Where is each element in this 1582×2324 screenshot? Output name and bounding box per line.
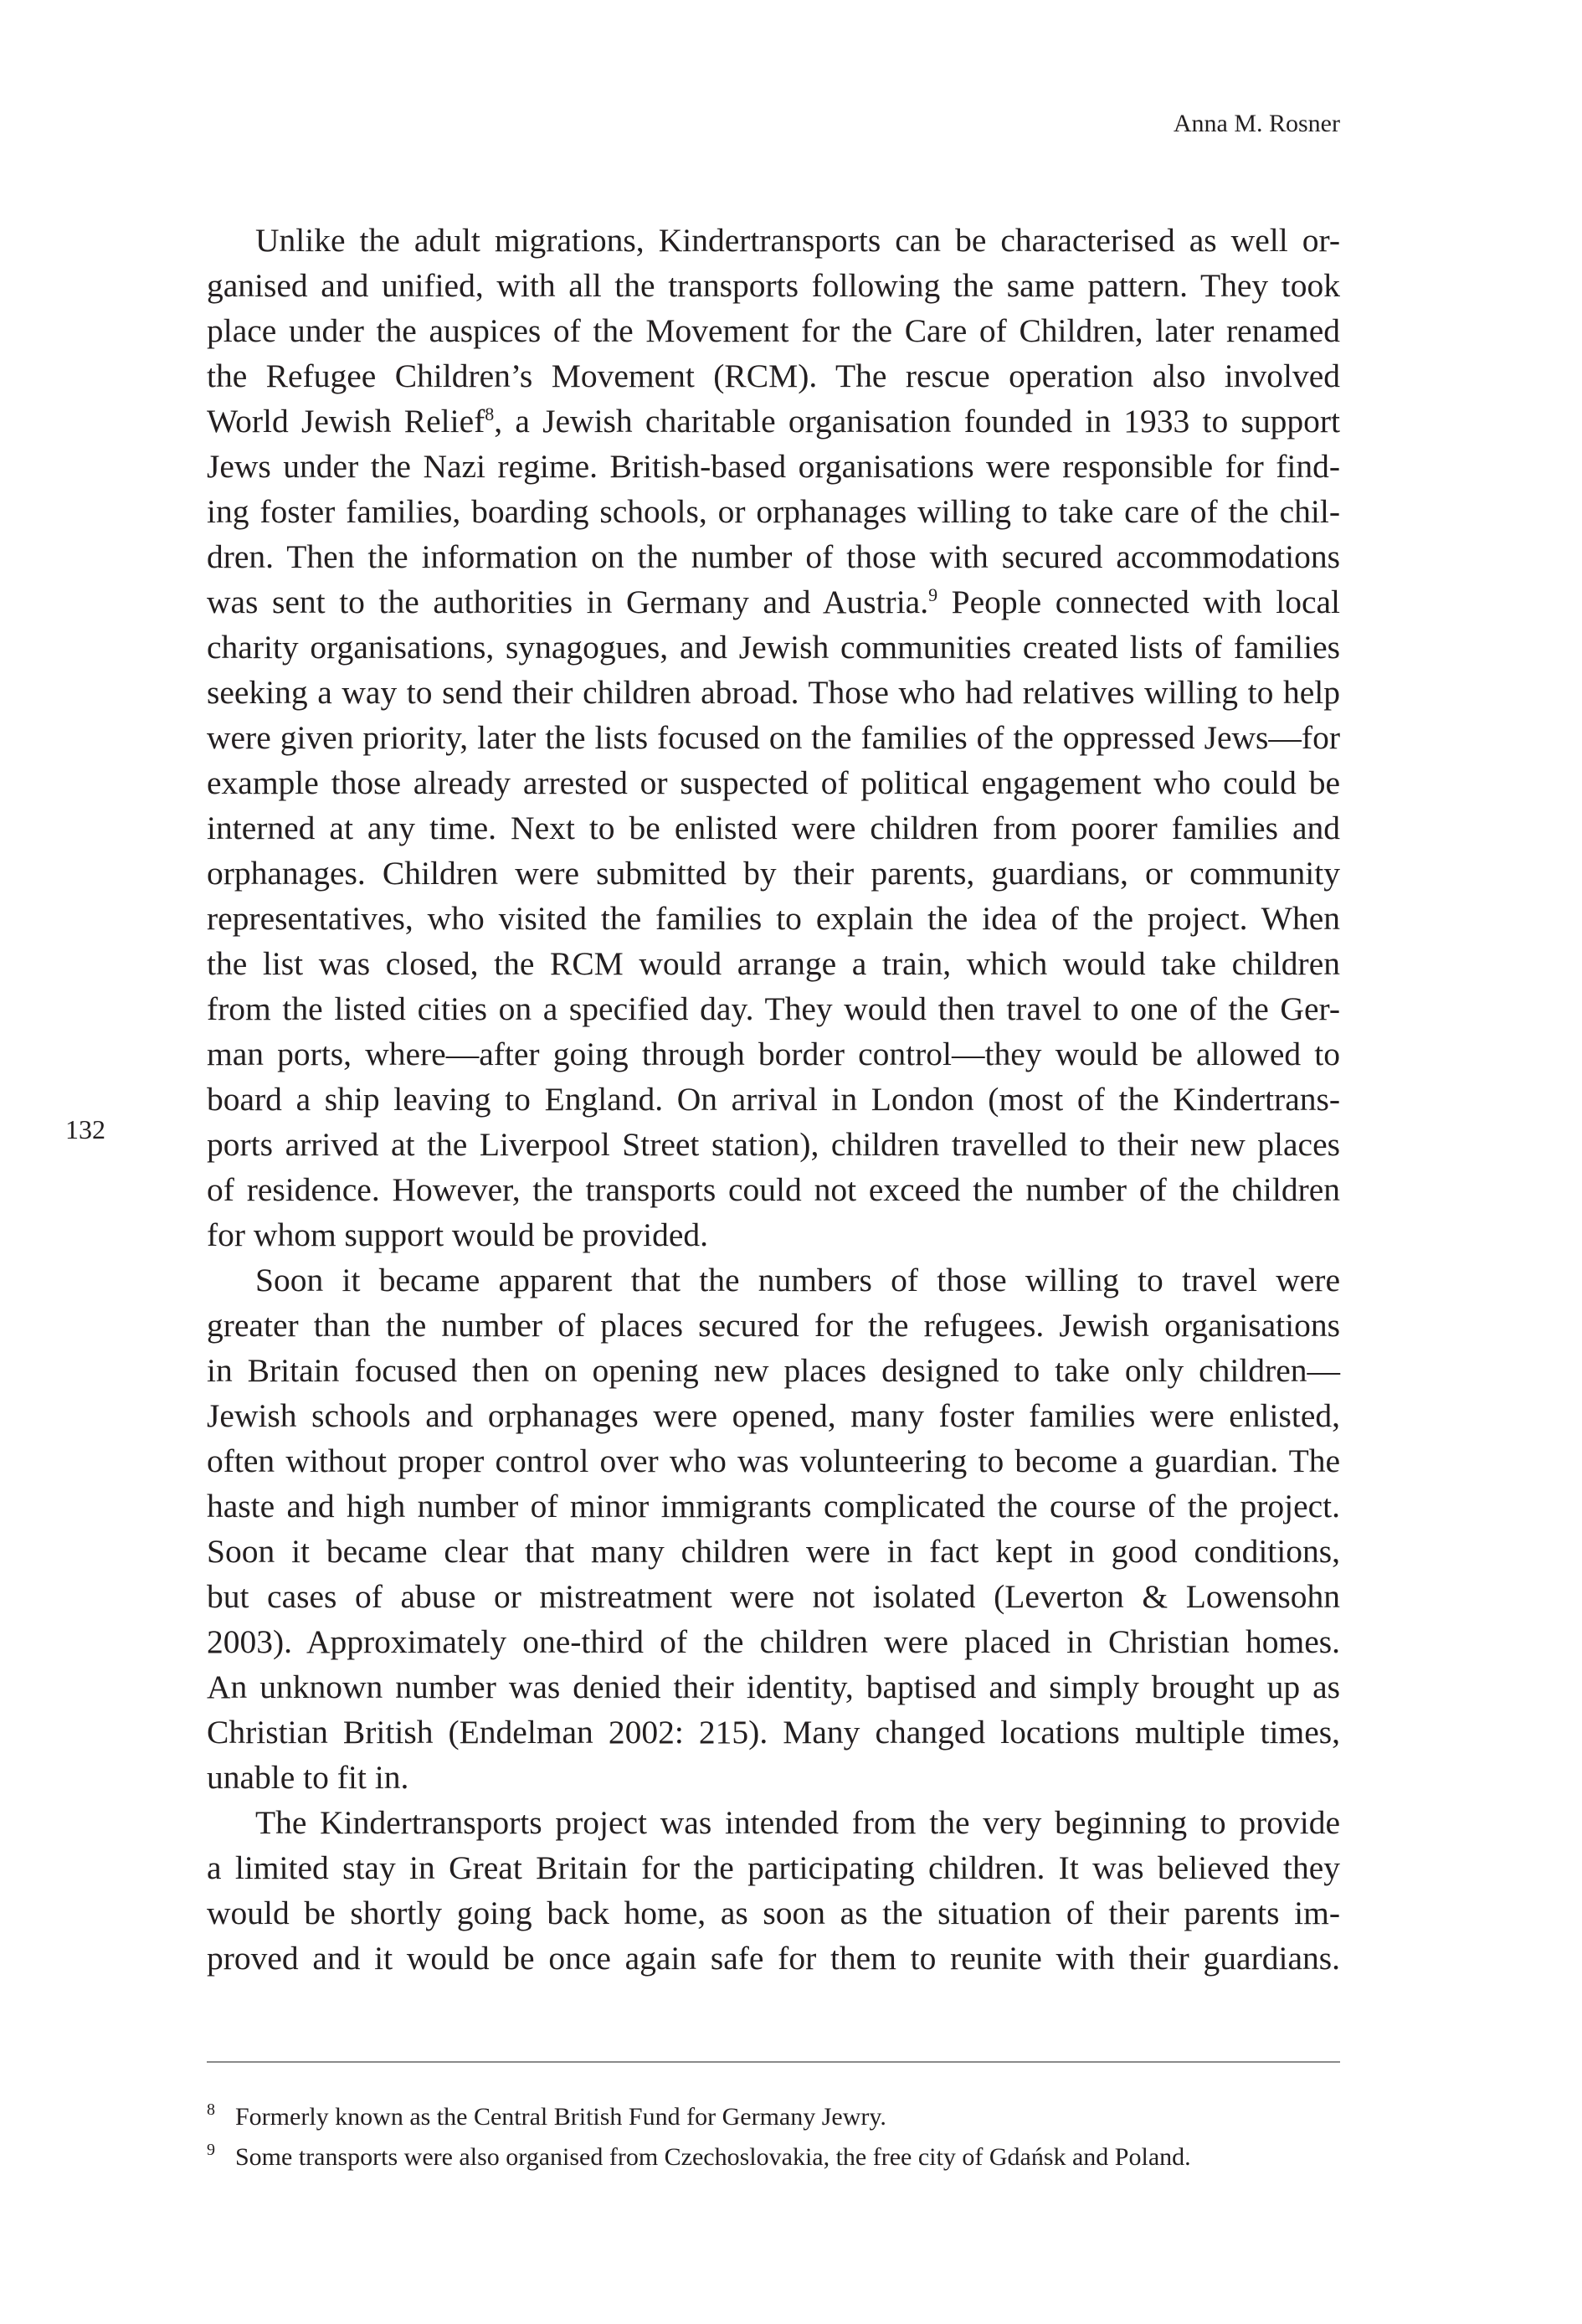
body-line xyxy=(207,1031,1340,1077)
body-line-text: for whom support would be provided. xyxy=(207,1216,708,1253)
body-line-text: , a Jewish charitable organisation founded in 1933 to support xyxy=(494,403,1340,440)
body-line xyxy=(207,1077,1340,1122)
body-line xyxy=(207,1529,1340,1574)
body-line xyxy=(207,1348,1340,1393)
body-line xyxy=(207,670,1340,715)
body-line-text: Christian British (Endelman 2002: 215). Many changed locations multiple times, xyxy=(207,1714,1340,1751)
body-line-text: Soon it became apparent that the numbers of those willing to travel were xyxy=(255,1262,1340,1298)
body-line-text: place under the auspices of the Movement for the Care of Children, later renamed xyxy=(207,312,1340,349)
body-line xyxy=(207,353,1340,398)
body-line-text: greater than the number of places secured for the refugees. Jewish organisations xyxy=(207,1307,1340,1344)
body-line-text: but cases of abuse or mistreatment were not isolated (Leverton & Lowensohn xyxy=(207,1578,1340,1615)
body-line xyxy=(207,1755,1340,1800)
body-line xyxy=(207,534,1340,579)
body-line-text: from the listed cities on a specified day. They would then travel to one of the Ger- xyxy=(207,990,1340,1027)
body-line xyxy=(207,489,1340,534)
body-line xyxy=(207,398,1340,444)
footnote-mark: 9 xyxy=(207,2141,215,2159)
body-line-text: proved and it would be once again safe for them to reunite with their guardians. xyxy=(207,1940,1340,1977)
body-line-text: board a ship leaving to England. On arrival in London (most of the Kindertrans- xyxy=(207,1081,1340,1118)
body-text xyxy=(207,218,1340,1981)
body-line-text: would be shortly going back home, as soon as the situation of their parents im- xyxy=(207,1895,1340,1931)
body-line xyxy=(207,986,1340,1031)
body-line xyxy=(207,1800,1340,1845)
body-line xyxy=(207,1303,1340,1348)
body-line-text: Jews under the Nazi regime. British-based organisations were responsible for find- xyxy=(207,448,1340,485)
body-line-text: charity organisations, synagogues, and Jewish communities created lists of families xyxy=(207,629,1340,666)
body-line-text: World Jewish Relief xyxy=(207,403,485,440)
body-line xyxy=(207,625,1340,670)
body-line-text: Unlike the adult migrations, Kindertransports can be characterised as well or- xyxy=(255,222,1340,259)
page-number: 132 xyxy=(65,1114,105,1144)
body-line-text: seeking a way to send their children abroad. Those who had relatives willing to help xyxy=(207,674,1340,711)
body-line-text: ing foster families, boarding schools, or orphanages willing to take care of the chil- xyxy=(207,493,1340,530)
body-line xyxy=(207,308,1340,353)
body-line xyxy=(207,1212,1340,1257)
footnote-text: Some transports were also organised from Czechoslovakia, the free city of Gdańsk and Poland. xyxy=(235,2143,1191,2171)
body-line xyxy=(207,851,1340,896)
body-line xyxy=(207,1619,1340,1664)
footnote-reference[interactable]: 9 xyxy=(928,584,938,605)
body-line xyxy=(207,896,1340,941)
footnote xyxy=(207,2097,1379,2137)
footnote-text: Formerly known as the Central British Fund for Germany Jewry. xyxy=(235,2103,886,2131)
body-line xyxy=(207,1122,1340,1167)
body-line-text: often without proper control over who was volunteering to become a guardian. The xyxy=(207,1442,1340,1479)
body-line xyxy=(207,1574,1340,1619)
body-line xyxy=(207,715,1340,760)
body-line-text: ports arrived at the Liverpool Street station), children travelled to their new places xyxy=(207,1126,1340,1163)
footnotes xyxy=(207,2097,1379,2177)
body-line-text: example those already arrested or suspected of political engagement who could be xyxy=(207,764,1340,801)
body-line-text: Soon it became clear that many children were in fact kept in good conditions, xyxy=(207,1533,1340,1570)
body-line-text: were given priority, later the lists focused on the families of the oppressed Jews—for xyxy=(207,719,1340,756)
body-line xyxy=(207,1936,1340,1981)
footnote-divider xyxy=(207,2061,1340,2063)
body-line-text: ganised and unified, with all the transports following the same pattern. They took xyxy=(207,267,1340,304)
body-line xyxy=(207,1710,1340,1755)
footnote-mark: 8 xyxy=(207,2100,215,2119)
body-line xyxy=(207,218,1340,263)
body-line xyxy=(207,263,1340,308)
body-line xyxy=(207,1167,1340,1212)
body-line-text: Jewish schools and orphanages were opened, many foster families were enlisted, xyxy=(207,1397,1340,1434)
running-head: Anna M. Rosner xyxy=(1173,110,1340,137)
body-line-text: haste and high number of minor immigrants complicated the course of the project. xyxy=(207,1488,1340,1524)
body-line-text: interned at any time. Next to be enlisted were children from poorer families and xyxy=(207,810,1340,846)
body-line-text: The Kindertransports project was intended from the very beginning to provide xyxy=(255,1804,1340,1841)
body-line-text: People connected with local xyxy=(937,584,1340,620)
footnote xyxy=(207,2137,1379,2177)
body-line-text: the list was closed, the RCM would arrange a train, which would take children xyxy=(207,945,1340,982)
body-line-text: An unknown number was denied their identity, baptised and simply brought up as xyxy=(207,1668,1340,1705)
body-line xyxy=(207,1438,1340,1483)
body-line xyxy=(207,1845,1340,1890)
body-line xyxy=(207,760,1340,805)
body-line-text: unable to fit in. xyxy=(207,1759,409,1796)
body-line xyxy=(207,1890,1340,1936)
body-line-text: dren. Then the information on the number of those with secured accommodations xyxy=(207,538,1340,575)
body-line-text: orphanages. Children were submitted by their parents, guardians, or community xyxy=(207,855,1340,892)
body-line xyxy=(207,1664,1340,1710)
footnote-reference[interactable]: 8 xyxy=(485,403,495,424)
body-line-text: man ports, where—after going through border control—they would be allowed to xyxy=(207,1036,1340,1072)
body-line-text: 2003). Approximately one-third of the children were placed in Christian homes. xyxy=(207,1623,1340,1660)
body-line-text: the Refugee Children’s Movement (RCM). The rescue operation also involved xyxy=(207,357,1340,394)
body-line xyxy=(207,1257,1340,1303)
body-line xyxy=(207,444,1340,489)
body-line-text: representatives, who visited the families to explain the idea of the project. When xyxy=(207,900,1340,937)
body-line-text: in Britain focused then on opening new places designed to take only children— xyxy=(207,1352,1340,1389)
body-line-text: a limited stay in Great Britain for the participating children. It was believed they xyxy=(207,1849,1340,1886)
body-line xyxy=(207,805,1340,851)
body-line-text: of residence. However, the transports could not exceed the number of the children xyxy=(207,1171,1340,1208)
body-line xyxy=(207,1393,1340,1438)
body-line xyxy=(207,941,1340,986)
body-line-text: was sent to the authorities in Germany and Austria. xyxy=(207,584,929,620)
body-line xyxy=(207,1483,1340,1529)
body-line xyxy=(207,579,1340,625)
